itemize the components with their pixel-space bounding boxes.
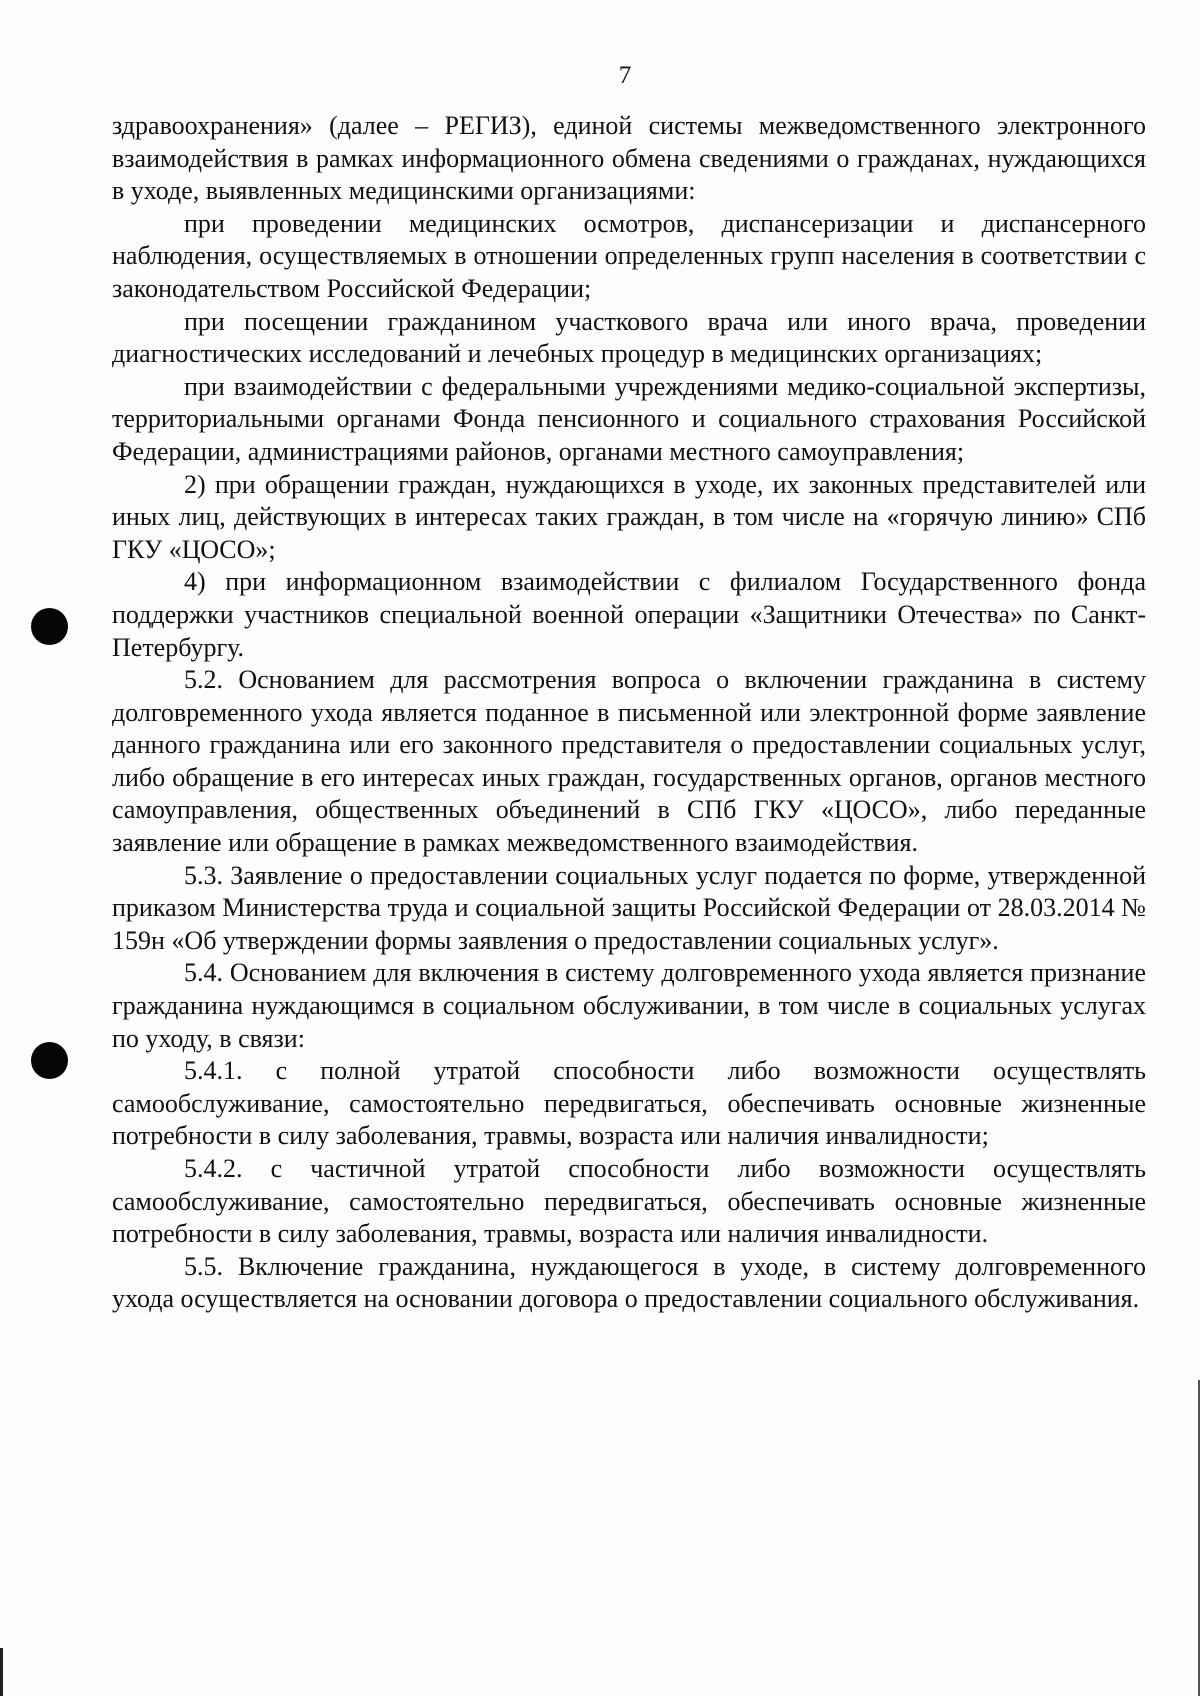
paragraph-5-2: 5.2. Основанием для рассмотрения вопроса о включении гражданина в систему долговременного ухода является поданное в письменной или электронной форме заявление данного гражданина или его законного представителя о предоставлении социальных услуг, либо обращение в его интересах иных граждан, государственных органов, органов местного самоуправления, общественных объединений в СПб ГКУ «ЦОСО», либо переданные заявление или обращение в рамках межведомственного взаимодействия. xyxy=(112,665,1146,858)
paragraph-regiz: здравоохранения» (далее – РЕГИЗ), единой системы межведомственного электронного взаимодействия в рамках информационного обмена сведениями о гражданах, нуждающихся в уходе, выявленных медицинскими организациями: xyxy=(112,111,1146,206)
scan-edge-mark-left xyxy=(0,1648,3,1696)
page-number: 7 xyxy=(618,62,632,89)
paragraph-medical-exams: при проведении медицинских осмотров, диспансеризации и диспансерного наблюдения, осуществляемых в отношении определенных групп населения в соответствии с законодательством Российской Федерации; xyxy=(112,208,1146,303)
document-body xyxy=(112,110,1146,1316)
punch-hole-top xyxy=(31,608,68,645)
paragraph-5-4-1: 5.4.1. с полной утратой способности либо возможности осуществлять самообслуживание, самостоятельно передвигаться, обеспечивать основные жизненные потребности в силу заболевания, травмы, возраста или наличия инвалидности; xyxy=(112,1056,1146,1151)
paragraph-federal-interaction: при взаимодействии с федеральными учреждениями медико-социальной экспертизы, территориальными органами Фонда пенсионного и социального страхования Российской Федерации, администрациями районов, органами местного самоуправления; xyxy=(112,371,1146,466)
paragraph-item-4: 4) при информационном взаимодействии с филиалом Государственного фонда поддержки участников специальной военной операции «Защитники Отечества» по Санкт-Петербургу. xyxy=(112,567,1146,662)
paragraph-5-3: 5.3. Заявление о предоставлении социальных услуг подается по форме, утвержденной приказом Министерства труда и социальной защиты Российской Федерации от 28.03.2014 № 159н «Об утверждении формы заявления о предоставлении социальных услуг». xyxy=(112,860,1146,955)
paragraph-5-4: 5.4. Основанием для включения в систему долговременного ухода является признание гражданина нуждающимся в социальном обслуживании, в том числе в социальных услугах по уходу, в связи: xyxy=(112,958,1146,1053)
paragraph-doctor-visit: при посещении гражданином участкового врача или иного врача, проведении диагностических исследований и лечебных процедур в медицинских организациях; xyxy=(112,306,1146,369)
paragraph-item-2: 2) при обращении граждан, нуждающихся в уходе, их законных представителей или иных лиц, действующих в интересах таких граждан, в том числе на «горячую линию» СПб ГКУ «ЦОСО»; xyxy=(112,469,1146,564)
paragraph-5-5: 5.5. Включение гражданина, нуждающегося в уходе, в систему долговременного ухода осуществляется на основании договора о предоставлении социального обслуживания. xyxy=(112,1251,1146,1314)
paragraph-5-4-2: 5.4.2. с частичной утратой способности либо возможности осуществлять самообслуживание, самостоятельно передвигаться, обеспечивать основные жизненные потребности в силу заболевания, травмы, возраста или наличия инвалидности. xyxy=(112,1154,1146,1249)
punch-hole-bottom xyxy=(31,1042,68,1079)
